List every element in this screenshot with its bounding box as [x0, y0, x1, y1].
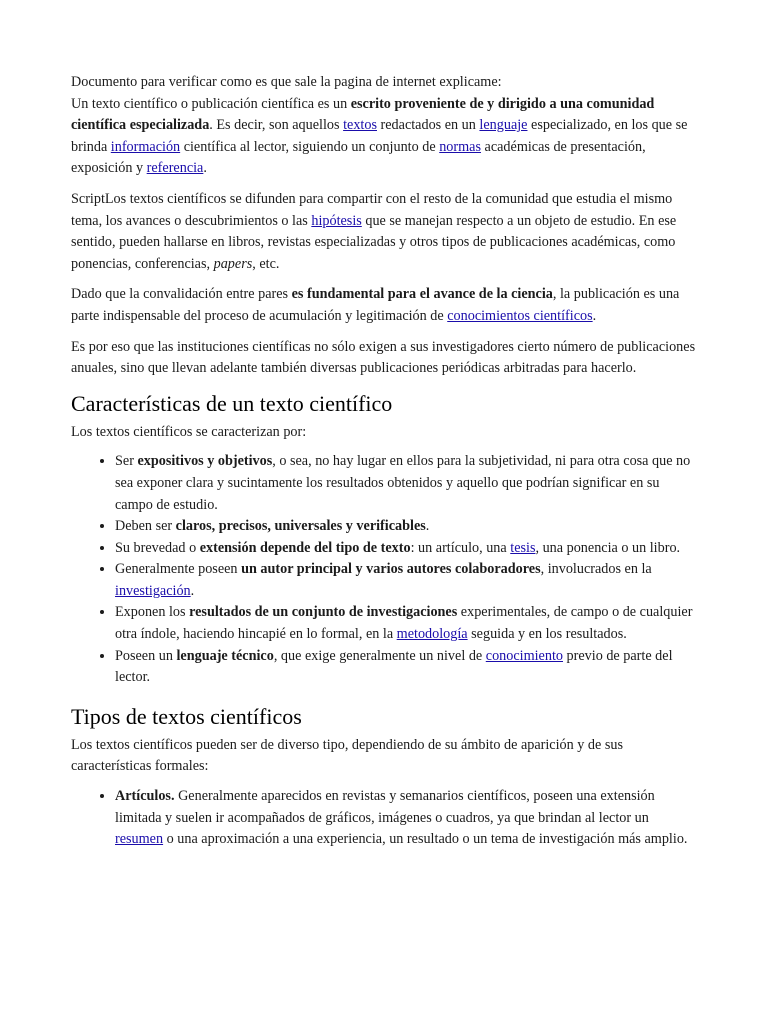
link-lenguaje[interactable]: lenguaje [479, 117, 528, 134]
list-item [115, 451, 697, 516]
text-run: Generalmente poseen [115, 561, 242, 578]
text-run: redactados en un [376, 117, 480, 134]
paragraph-definition [71, 94, 697, 180]
link-referencia[interactable]: referencia [146, 160, 204, 177]
link-conocimiento[interactable]: conocimiento [485, 647, 563, 664]
bold-run: resultados de un conjunto de investigaciones [189, 604, 458, 621]
text-run: Ser [115, 453, 138, 470]
paragraph-instituciones: Es por eso que las instituciones científicas no sólo exigen a sus investigadores cierto número de publicaciones anuales, sino que llevan adelante también diversas publicaciones periódicas arbitradas para hacerlo. [71, 338, 696, 377]
text-run: . [190, 582, 195, 599]
caracteristicas-lead: Los textos científicos se caracterizan por: [71, 423, 307, 440]
link-informacion[interactable]: información [110, 138, 181, 155]
text-run: , que exige generalmente un nivel de [273, 647, 486, 664]
text-run: experimentales, de campo o de cualquier otra índole, haciendo hincapié en lo formal, en la [115, 604, 693, 643]
link-hipotesis[interactable]: hipótesis [311, 212, 362, 229]
text-run: Exponen los [115, 604, 190, 621]
text-run: académicas de presentación, exposición y [71, 138, 646, 177]
text-run: que se manejan respecto a un objeto de estudio. En ese sentido, pueden hallarse en libros, revistas especializadas y otros tipos de publicaciones académicas, como ponencias, conferencias, [71, 212, 677, 272]
bold-run: expositivos y objetivos [137, 453, 273, 470]
list-item [115, 516, 697, 538]
text-run: , una ponencia o un libro. [535, 539, 681, 556]
text-run: Generalmente aparecidos en revistas y semanarios científicos, poseen una extensión limitada y suelen ir acompañados de gráficos, imágenes o cuadros, ya que brindan al lector un [115, 788, 655, 826]
text-run: . Es decir, son aquellos [209, 117, 344, 134]
caracteristicas-list [71, 451, 697, 689]
heading-caracteristicas: Características de un texto científico [71, 390, 393, 416]
text-run: , etc. [252, 255, 280, 272]
text-run: especializado, en los que se brinda [71, 117, 688, 155]
text-run: científica al lector, siguiendo un conjunto de [180, 138, 440, 155]
list-item [115, 602, 697, 645]
link-metodologia[interactable]: metodología [396, 626, 468, 643]
text-run: ScriptLos textos científicos se difunden para compartir con el resto de la comunidad que estudia el mismo tema, los avances o descubrimientos o las [71, 190, 673, 229]
italic-run: papers [213, 255, 253, 272]
text-run: : un artículo, una [410, 539, 511, 556]
paragraph-difusion [71, 189, 697, 275]
link-investigacion[interactable]: investigación [115, 582, 191, 599]
bold-run: escrito proveniente de y dirigido a una comunidad científica especializada [71, 95, 655, 134]
text-run: . [425, 518, 430, 535]
bold-run: claros, precisos, universales y verificables [175, 518, 426, 535]
bold-run: un autor principal y varios autores colaboradores [241, 561, 541, 578]
text-run: , o sea, no hay lugar en ellos para la subjetividad, ni para otra cosa que no sea exponer clara y sucintamente los resultados obtenidos y aquello que podrían significar en su campo de estudio. [115, 453, 691, 513]
intro-line: Documento para verificar como es que sale la pagina de internet explicame: [71, 74, 502, 90]
link-conocimientos-cientificos[interactable]: conocimientos científicos [447, 307, 593, 324]
list-item [115, 646, 697, 689]
text-run: Dado que la convalidación entre pares [71, 286, 292, 303]
text-run: , involucrados en la [540, 561, 652, 578]
link-resumen[interactable]: resumen [115, 831, 164, 848]
heading-tipos: Tipos de textos científicos [71, 703, 302, 729]
list-item [115, 538, 697, 560]
text-run: Poseen un [115, 647, 177, 664]
link-textos[interactable]: textos [343, 117, 377, 134]
tipos-lead: Los textos científicos pueden ser de diverso tipo, dependiendo de su ámbito de aparición y de sus características formales: [71, 736, 623, 775]
text-run: previo de parte del lector. [115, 647, 673, 686]
tipos-list [71, 786, 697, 851]
text-run: . [592, 307, 597, 324]
text-run: . [203, 160, 207, 177]
link-normas[interactable]: normas [439, 138, 481, 155]
link-tesis[interactable]: tesis [510, 539, 536, 556]
text-run: , la publicación es una parte indispensable del proceso de acumulación y legitimación de [71, 286, 680, 324]
document-page [71, 72, 697, 851]
bold-run: es fundamental para el avance de la ciencia [291, 286, 553, 303]
list-item [115, 559, 697, 602]
text-run: Deben ser [115, 518, 176, 535]
text-run: o una aproximación a una experiencia, un resultado o un tema de investigación más amplio. [163, 831, 688, 848]
bold-run: extensión depende del tipo de texto [199, 539, 411, 556]
bold-run: Artículos. [115, 788, 175, 805]
bold-run: lenguaje técnico [176, 647, 274, 664]
text-run: Su brevedad o [115, 539, 200, 556]
text-run: seguida y en los resultados. [467, 626, 627, 643]
text-run: Un texto científico o publicación científica es un [71, 95, 351, 112]
paragraph-convalidacion [71, 284, 697, 327]
list-item [115, 786, 697, 851]
